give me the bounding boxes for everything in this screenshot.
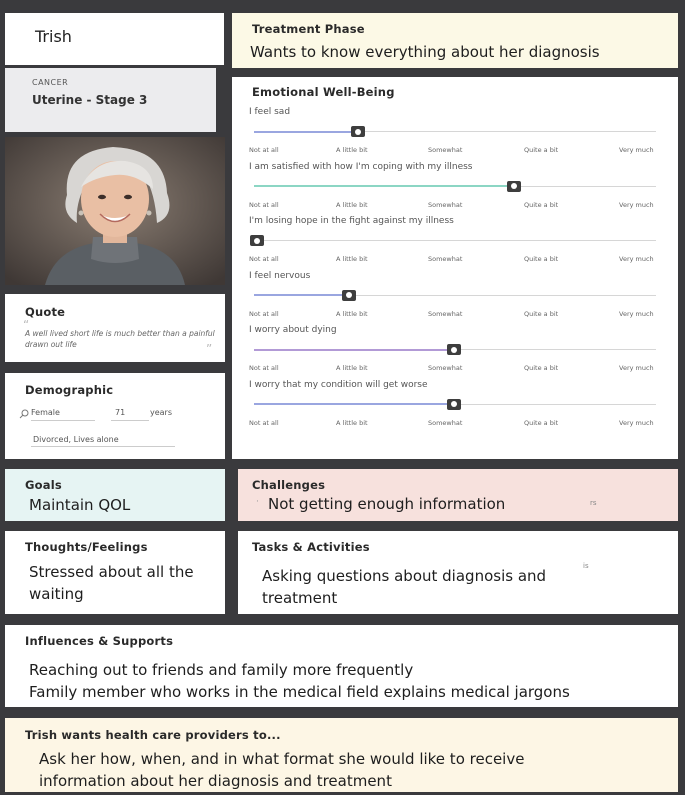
treatment-phase-card: [232, 13, 678, 68]
gender-underline: [31, 420, 95, 421]
emotion-slider-handle[interactable]: [507, 181, 521, 192]
demographic-title: Demographic: [25, 383, 114, 397]
wants-text: Ask her how, when, and in what format she would like to receive information about her diagnosis and treatment: [39, 750, 525, 790]
demographic-card: [5, 373, 225, 459]
quote-text: A well lived short life is much better than a painful drawn out life: [25, 329, 215, 349]
tasks-text: Asking questions about diagnosis and treatment: [262, 567, 547, 607]
wants-title: Trish wants health care providers to...: [25, 728, 281, 742]
stray-text: is: [583, 562, 589, 570]
thoughts-text: Stressed about all the waiting: [29, 563, 194, 603]
scale-label: Not at all: [249, 255, 279, 263]
cancer-value: Uterine - Stage 3: [32, 93, 148, 107]
treatment-phase-title: Treatment Phase: [252, 22, 365, 36]
scale-label: Quite a bit: [524, 418, 559, 427]
quote-card: [5, 294, 225, 362]
gender-value: Female: [31, 408, 60, 417]
scale-label: Somewhat: [428, 255, 463, 263]
scale-label: A little bit: [336, 200, 368, 209]
close-quote-icon: ”: [206, 342, 213, 356]
scale-label: Quite a bit: [524, 200, 559, 209]
scale-label: Quite a bit: [524, 364, 559, 372]
scale-label: Not at all: [249, 309, 279, 318]
scale-label: A little bit: [336, 309, 368, 318]
age-value: 71: [115, 408, 126, 417]
goals-text: Maintain QOL: [29, 496, 131, 514]
age-unit: years: [150, 408, 173, 417]
goals-title: Goals: [25, 478, 62, 492]
emotion-slider-fill: [254, 403, 451, 405]
emotion-question-label: I worry that my condition will get worse: [249, 379, 428, 390]
provider-wants-card: [5, 718, 678, 792]
scale-label: A little bit: [336, 146, 368, 154]
influences-title: Influences & Supports: [25, 634, 174, 648]
age-underline: [111, 420, 149, 421]
influence-line-2: Family member who works in the medical field explains medical jargons: [29, 683, 570, 701]
scale-label: Somewhat: [428, 309, 463, 318]
emotion-slider-track: [254, 240, 656, 241]
persona-photo: [5, 137, 225, 285]
living-situation: Divorced, Lives alone: [33, 435, 119, 444]
scale-label: Very much: [619, 418, 654, 427]
emotion-slider-fill: [254, 294, 346, 296]
scale-label: Very much: [619, 255, 654, 263]
scale-label: Quite a bit: [524, 255, 559, 263]
scale-label: Very much: [619, 309, 654, 318]
scale-label: Quite a bit: [524, 146, 559, 154]
emotion-question-label: I feel sad: [249, 107, 291, 117]
bullet-mark: ·: [256, 497, 259, 507]
influence-line-1: Reaching out to friends and family more frequently: [29, 661, 414, 679]
emotion-slider-fill: [254, 185, 511, 187]
emotion-slider-handle[interactable]: [250, 235, 264, 246]
scale-label: Somewhat: [428, 364, 463, 372]
emotion-slider-handle[interactable]: [447, 399, 461, 410]
scale-label: A little bit: [336, 418, 368, 427]
stray-text: rs: [590, 499, 597, 507]
emotional-wellbeing-card: [232, 77, 678, 459]
thoughts-card: [5, 531, 225, 614]
emotion-slider-handle[interactable]: [447, 344, 461, 355]
emotional-title: Emotional Well-Being: [252, 85, 395, 99]
emotion-slider-fill: [254, 131, 355, 133]
tasks-title: Tasks & Activities: [252, 540, 370, 554]
portrait-image: [5, 137, 225, 285]
tasks-card: [238, 531, 678, 614]
challenges-card: [238, 469, 678, 521]
challenges-text: Not getting enough information: [268, 495, 506, 513]
search-icon: [19, 409, 29, 419]
living-underline: [31, 446, 175, 447]
treatment-phase-text: Wants to know everything about her diagnosis: [250, 43, 600, 61]
emotion-question-label: I am satisfied with how I'm coping with my illness: [249, 161, 473, 172]
persona-name-card: [5, 13, 224, 65]
scale-label: A little bit: [336, 255, 368, 263]
persona-name: Trish: [35, 27, 72, 46]
scale-label: Very much: [619, 146, 654, 154]
quote-title: Quote: [25, 305, 66, 319]
thoughts-title: Thoughts/Feelings: [25, 540, 148, 554]
scale-label: Quite a bit: [524, 309, 559, 318]
emotion-question-label: I feel nervous: [249, 270, 311, 281]
challenges-title: Challenges: [252, 478, 326, 492]
scale-label: Not at all: [249, 146, 279, 154]
goals-card: [5, 469, 225, 521]
emotion-question-label: I'm losing hope in the fight against my illness: [249, 216, 454, 226]
scale-label: Very much: [619, 364, 654, 372]
scale-label: Not at all: [249, 364, 279, 372]
cancer-label: CANCER: [32, 78, 69, 87]
scale-label: Not at all: [249, 200, 279, 209]
emotion-slider-handle[interactable]: [342, 290, 356, 301]
scale-label: A little bit: [336, 364, 368, 372]
influences-text: [29, 659, 570, 703]
scale-label: Somewhat: [428, 146, 463, 154]
cancer-card: [5, 68, 216, 132]
influences-card: [5, 625, 678, 707]
scale-label: Not at all: [249, 418, 279, 427]
scale-label: Very much: [619, 200, 654, 209]
scale-label: Somewhat: [428, 200, 463, 209]
emotion-slider-handle[interactable]: [351, 126, 365, 137]
scale-label: Somewhat: [428, 418, 463, 427]
emotion-slider-fill: [254, 349, 451, 351]
open-quote-icon: “: [23, 318, 30, 332]
emotion-question-label: I worry about dying: [249, 325, 337, 335]
